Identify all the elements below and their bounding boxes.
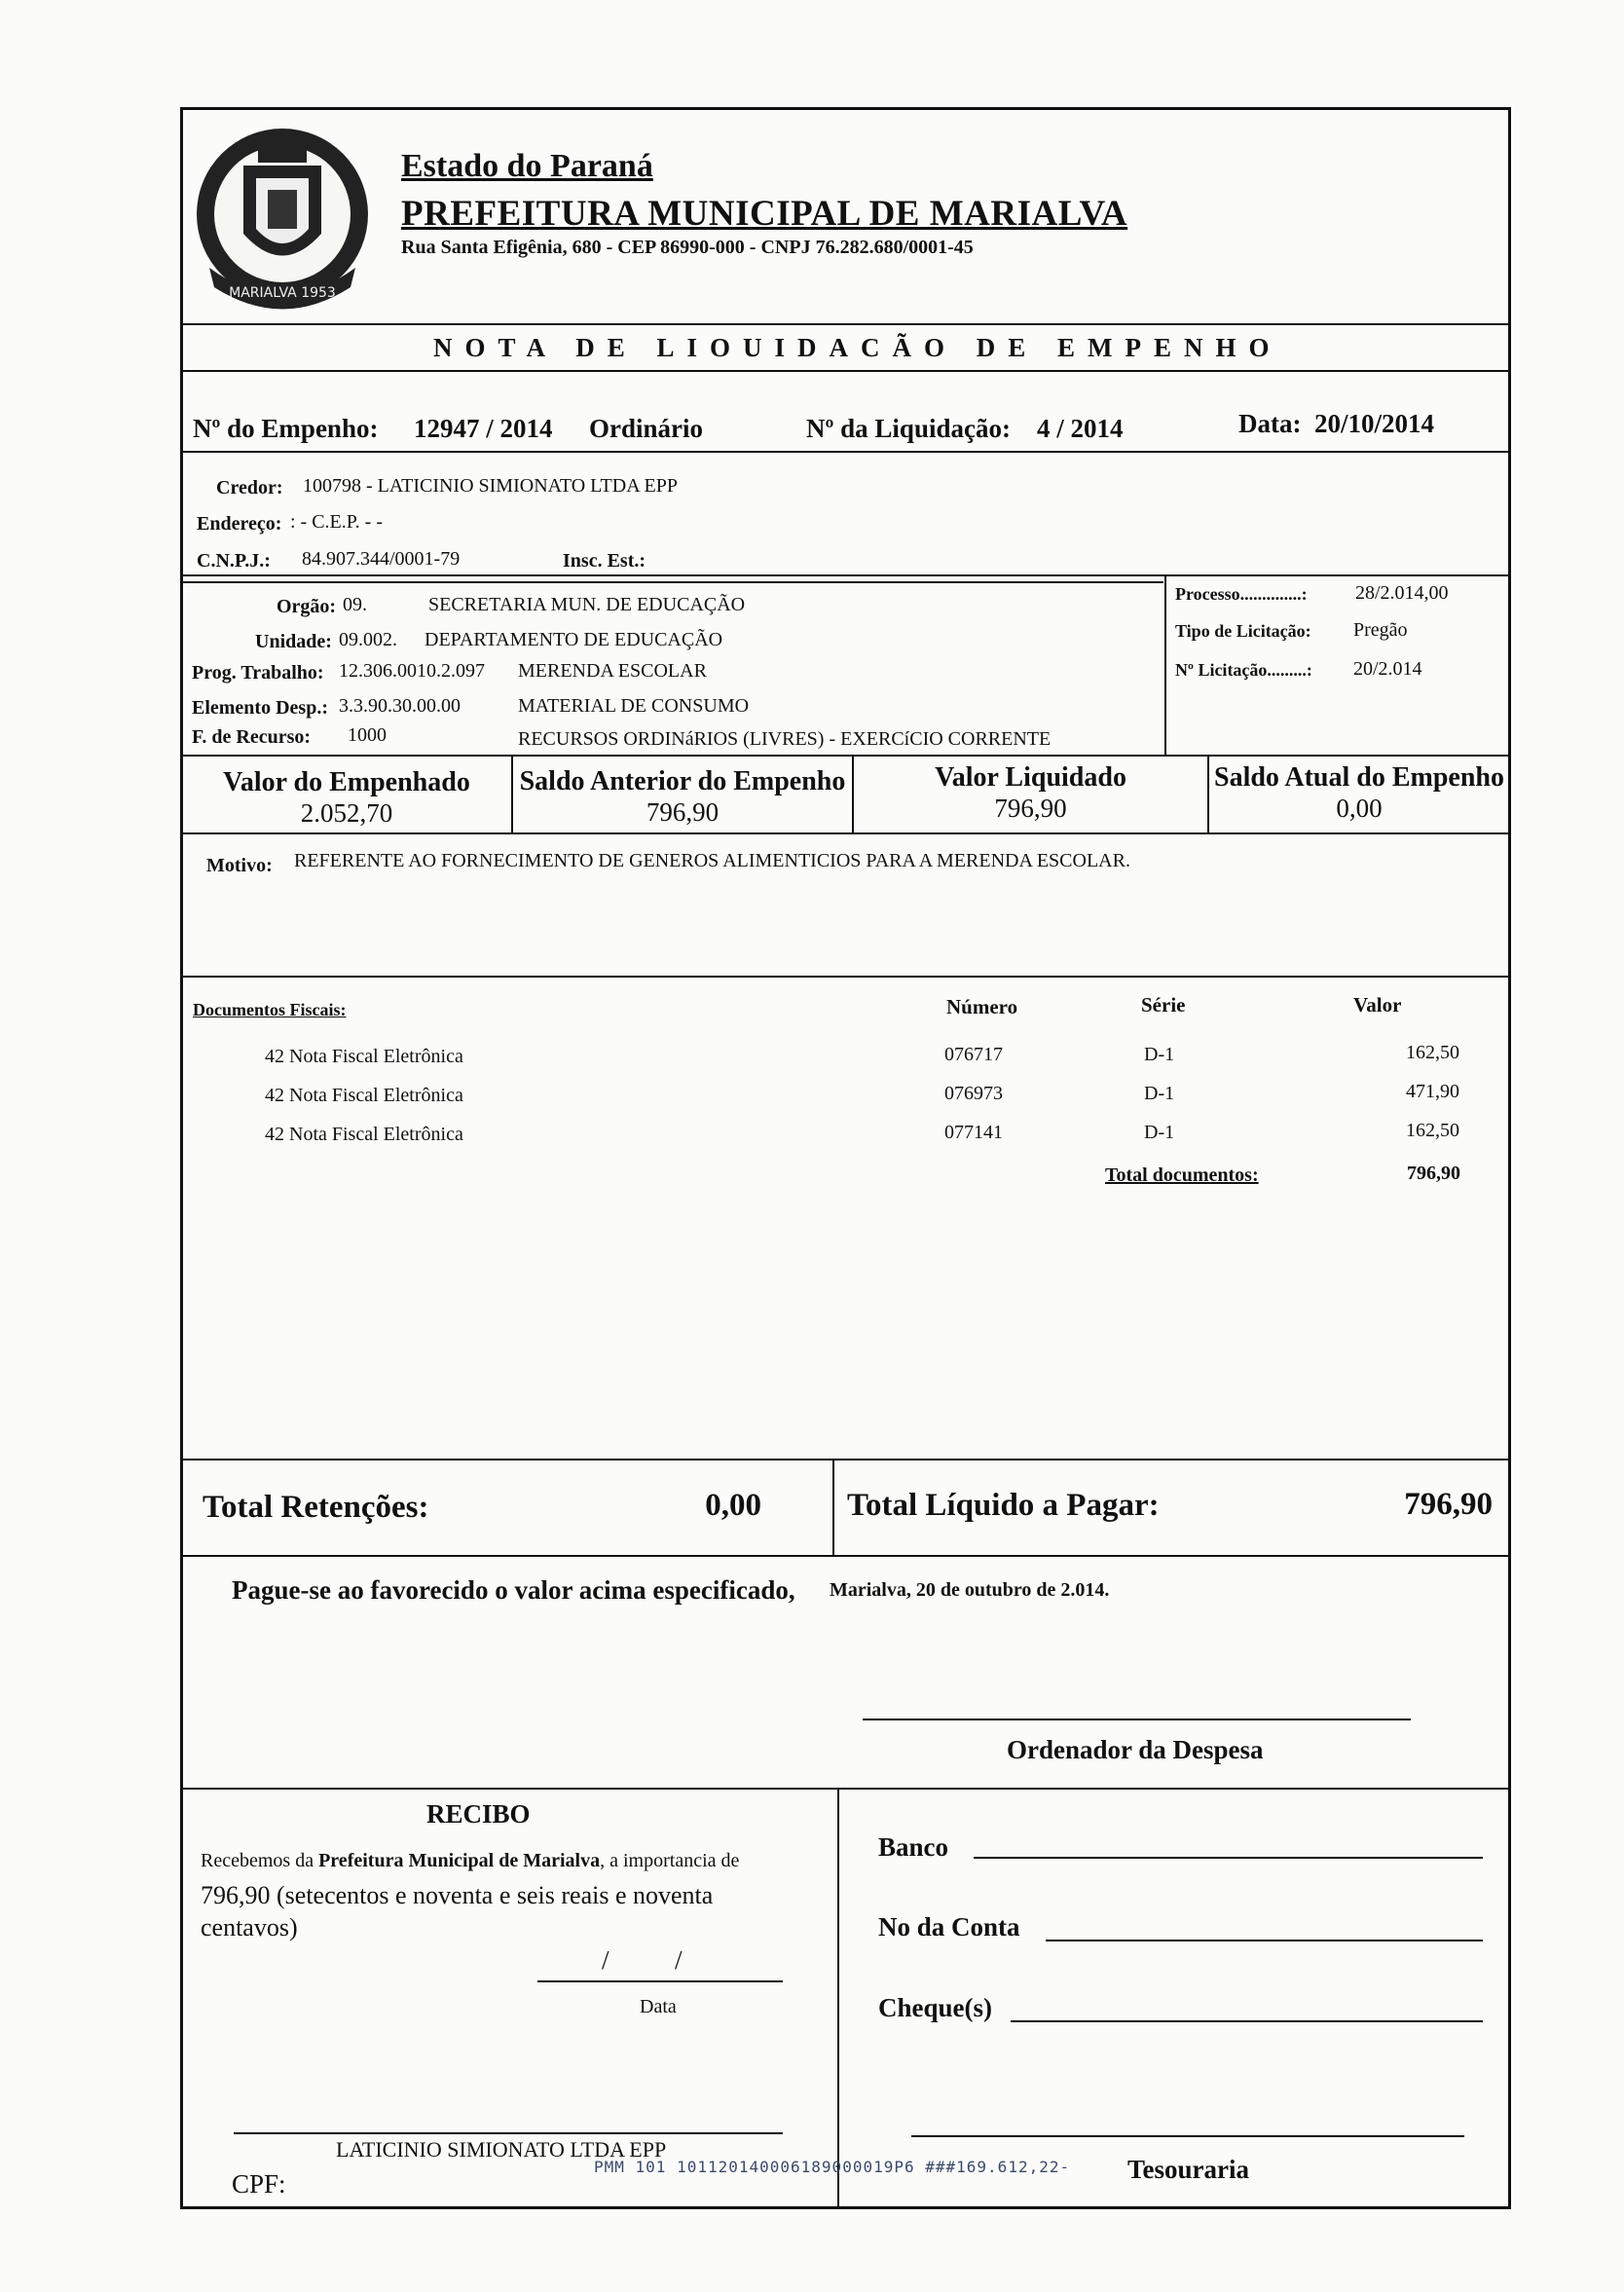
divider [180, 1555, 1511, 1557]
motivo-label: Motivo: [206, 855, 273, 876]
n-licitacao-value: 20/2.014 [1353, 658, 1422, 680]
place-date: Marialva, 20 de outubro de 2.014. [830, 1579, 1110, 1601]
endereco-label: Endereço: [197, 513, 282, 535]
liquidacao-label: Nº da Liquidação: [806, 414, 1011, 443]
recibo-date-slashes: / / [602, 1945, 683, 1975]
doc-desc: 42 Nota Fiscal Eletrônica [265, 1046, 463, 1067]
unidade-label: Unidade: [255, 631, 332, 652]
saldo-atual-box [1209, 757, 1509, 832]
fonte-code: 1000 [348, 724, 387, 746]
list-item [182, 1120, 1509, 1159]
motivo-text: REFERENTE AO FORNECIMENTO DE GENEROS ALIMENTICIOS PARA A MERENDA ESCOLAR. [294, 850, 1130, 871]
divider [180, 1459, 1511, 1460]
conta-line [1046, 1940, 1483, 1941]
divider [832, 1459, 834, 1556]
valor-empenhado-box [182, 757, 511, 832]
prog-label: Prog. Trabalho: [192, 662, 324, 684]
doc-valor: 471,90 [1406, 1081, 1459, 1102]
recibo-amount-text: 796,90 (setecentos e noventa e seis reais e noventa centavos) [201, 1881, 714, 1941]
state-name: Estado do Paraná [401, 148, 653, 184]
cnpj-label: C.N.P.J.: [197, 550, 271, 572]
doc-desc: 42 Nota Fiscal Eletrônica [265, 1085, 463, 1106]
doc-numero: 077141 [944, 1122, 1003, 1143]
elemento-code: 3.3.90.30.00.00 [339, 695, 461, 717]
recibo-company: LATICINIO SIMIONATO LTDA EPP [336, 2137, 667, 2162]
orgao-label: Orgão: [277, 596, 337, 617]
empenho-type: Ordinário [589, 414, 704, 443]
prog-name: MERENDA ESCOLAR [518, 660, 707, 682]
banco-line [974, 1857, 1483, 1859]
saldo-anterior-title: Saldo Anterior do Empenho [519, 766, 846, 796]
processo-label: Processo..............: [1175, 584, 1308, 604]
list-item [182, 1081, 1509, 1120]
divider [180, 370, 1511, 372]
divider [180, 581, 1163, 583]
saldo-atual-value: 0,00 [1336, 794, 1383, 823]
valor-liquidado-value: 796,90 [994, 794, 1067, 823]
empenho-number-label: Nº do Empenho: [193, 414, 379, 443]
recibo-text-post: , a importancia de [600, 1850, 740, 1871]
divider [1207, 757, 1209, 832]
doc-serie: D-1 [1144, 1083, 1175, 1104]
saldo-anterior-value: 796,90 [646, 797, 720, 827]
divider [180, 451, 1511, 453]
total-retencoes-label: Total Retenções: [203, 1490, 429, 1525]
documentos-label: Documentos Fiscais: [193, 1000, 347, 1019]
divider [1164, 574, 1166, 755]
fonte-name: RECURSOS ORDINáRIOS (LIVRES) - EXERCíCIO CORRENTE [518, 728, 1052, 750]
doc-serie: D-1 [1144, 1122, 1175, 1143]
empenho-number: 12947 / 2014 [414, 414, 553, 443]
tipo-licitacao-label: Tipo de Licitação: [1175, 621, 1311, 641]
unidade-code: 09.002. [339, 629, 397, 650]
doc-desc: 42 Nota Fiscal Eletrônica [265, 1124, 463, 1145]
doc-numero: 076973 [944, 1083, 1003, 1104]
divider [180, 574, 1511, 576]
prog-code: 12.306.0010.2.097 [339, 660, 485, 682]
saldo-anterior-box [513, 757, 852, 832]
valor-empenhado-title: Valor do Empenhado [223, 767, 470, 797]
liquidacao-number: 4 / 2014 [1037, 414, 1124, 443]
recibo-date-line [537, 1980, 783, 1982]
insc-label: Insc. Est.: [563, 550, 646, 572]
valor-liquidado-title: Valor Liquidado [935, 762, 1126, 793]
valor-empenhado-value: 2.052,70 [300, 798, 393, 828]
document-title: NOTA DE LIOUIDACÃO DE EMPENHO [433, 333, 1282, 362]
tesouraria-signature-line [911, 2135, 1464, 2137]
orgao-name: SECRETARIA MUN. DE EDUCAÇÃO [428, 594, 746, 615]
recibo-date-label: Data [640, 1996, 677, 2017]
col-valor: Valor [1353, 993, 1402, 1017]
divider [852, 757, 854, 832]
pague-se-text: Pague-se ao favorecido o valor acima especificado, [232, 1575, 795, 1605]
prefecture-name: PREFEITURA MUNICIPAL DE MARIALVA [401, 194, 1128, 234]
fonte-label: F. de Recurso: [192, 726, 312, 748]
saldo-atual-title: Saldo Atual do Empenho [1214, 762, 1504, 793]
ordenador-label: Ordenador da Despesa [1007, 1735, 1264, 1764]
documentos-list [182, 1042, 1509, 1168]
total-retencoes-value: 0,00 [705, 1488, 761, 1523]
divider [180, 1788, 1511, 1790]
total-liquido-value: 796,90 [1404, 1487, 1493, 1522]
divider [180, 832, 1511, 834]
valor-liquidado-box [854, 757, 1207, 832]
elemento-name: MATERIAL DE CONSUMO [518, 695, 750, 717]
divider [180, 976, 1511, 978]
elemento-label: Elemento Desp.: [192, 697, 328, 719]
divider [837, 1788, 839, 2209]
doc-serie: D-1 [1144, 1044, 1175, 1065]
col-serie: Série [1141, 993, 1186, 1017]
credor-value: 100798 - LATICINIO SIMIONATO LTDA EPP [303, 475, 679, 497]
date-label: Data: [1238, 409, 1302, 438]
conta-label: No da Conta [878, 1912, 1020, 1941]
banco-label: Banco [878, 1832, 949, 1862]
credor-label: Credor: [216, 477, 283, 499]
date-value: 20/10/2014 [1314, 409, 1435, 438]
cheque-label: Cheque(s) [878, 1993, 993, 2022]
endereco-value: : - C.E.P. - - [290, 511, 383, 533]
total-documentos-label: Total documentos: [1105, 1164, 1259, 1186]
prefecture-address: Rua Santa Efigênia, 680 - CEP 86990-000 - CNPJ 76.282.680/0001-45 [401, 237, 974, 258]
recibo-title: RECIBO [426, 1799, 531, 1829]
recibo-signature-line [234, 2132, 783, 2134]
cheque-line [1011, 2020, 1483, 2022]
ordenador-signature-line [863, 1719, 1411, 1720]
municipal-seal [190, 122, 375, 316]
cnpj-value: 84.907.344/0001-79 [302, 548, 461, 570]
recibo-text-pre: Recebemos da [201, 1850, 319, 1871]
recibo-text [201, 1850, 739, 1872]
total-documentos-value: 796,90 [1407, 1163, 1460, 1184]
valores-row [182, 757, 1509, 832]
total-liquido-label: Total Líquido a Pagar: [847, 1488, 1160, 1523]
tesouraria-label: Tesouraria [1127, 2155, 1250, 2184]
seal-text: MARIALVA 1953 [229, 285, 336, 301]
recibo-text-bold: Prefeitura Municipal de Marialva [318, 1850, 601, 1871]
doc-numero: 076717 [944, 1044, 1003, 1065]
bank-stamp: PMM 101 101120140006189000019P6 ###169.612,22- [594, 2158, 1071, 2176]
n-licitacao-label: Nº Licitação.........: [1175, 660, 1312, 680]
cpf-label: CPF: [232, 2169, 286, 2199]
orgao-code: 09. [343, 594, 367, 615]
unidade-name: DEPARTAMENTO DE EDUCAÇÃO [424, 629, 723, 650]
tipo-licitacao-value: Pregão [1353, 619, 1408, 641]
divider [511, 757, 513, 832]
doc-valor: 162,50 [1406, 1120, 1459, 1141]
list-item [182, 1042, 1509, 1081]
col-numero: Número [946, 995, 1018, 1018]
divider [180, 323, 1511, 325]
doc-valor: 162,50 [1406, 1042, 1459, 1063]
processo-value: 28/2.014,00 [1355, 582, 1449, 604]
